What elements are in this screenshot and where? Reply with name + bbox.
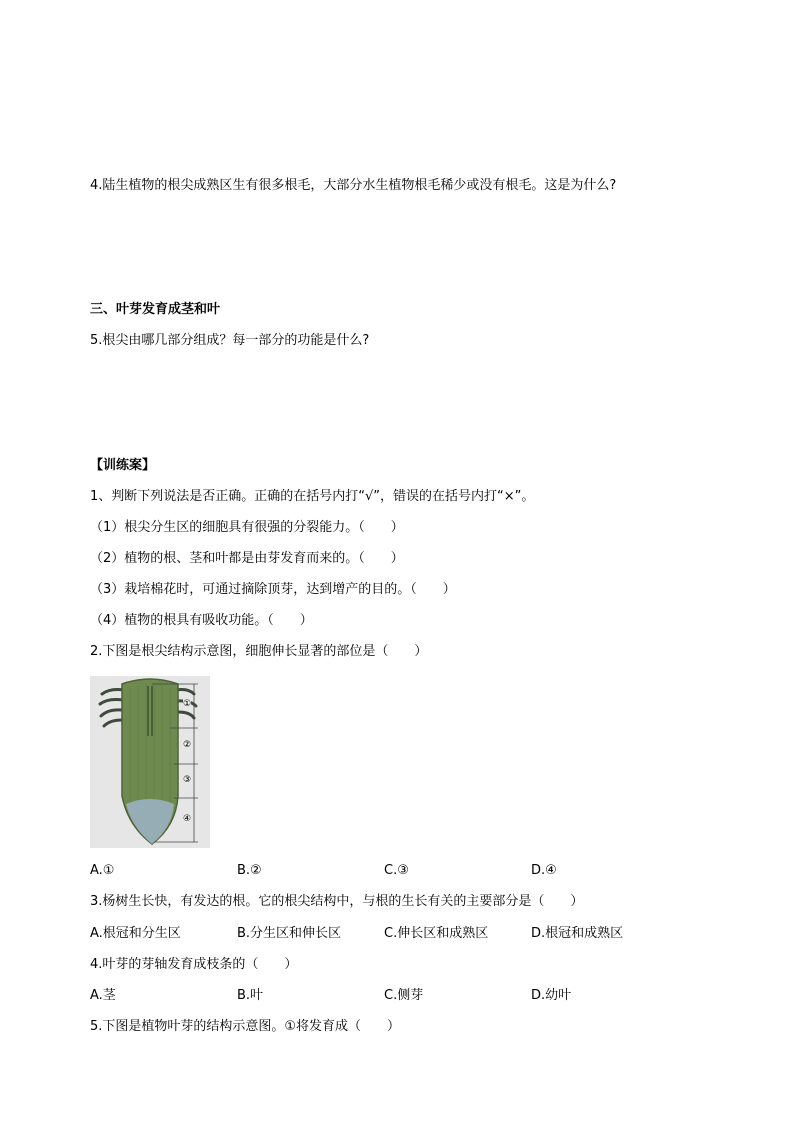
figure-label-1: ① [183, 699, 192, 709]
judge-item-4: （4）植物的根具有吸收功能。（ ） [90, 613, 313, 628]
question-3-stem: 3.杨树生长快，有发达的根。它的根尖结构中，与根的生长有关的主要部分是（ ） [90, 894, 584, 909]
q3-option-c: C.伸长区和成熟区 [384, 926, 489, 941]
q2-option-d: D.④ [531, 863, 557, 878]
q3-option-d: D.根冠和成熟区 [531, 926, 624, 941]
q3-option-b: B.分生区和伸长区 [237, 926, 342, 941]
judge-prompt: 1、判断下列说法是否正确。正确的在括号内打“√”，错误的在括号内打“×”。 [90, 489, 535, 504]
q4-option-a: A.茎 [90, 988, 116, 1003]
question-5-stem: 5.下图是植物叶芽的结构示意图。①将发育成（ ） [90, 1019, 401, 1034]
q4-option-d: D.幼叶 [531, 988, 572, 1003]
judge-item-1: （1）根尖分生区的细胞具有很强的分裂能力。（ ） [90, 520, 404, 535]
root-tip-figure [90, 676, 210, 848]
figure-label-2: ② [183, 740, 192, 750]
question-4-reflection: 4.陆生植物的根尖成熟区生有很多根毛，大部分水生植物根毛稀少或没有根毛。这是为什么? [90, 178, 617, 193]
q4-option-c: C.侧芽 [384, 988, 424, 1003]
question-5-reflection: 5.根尖由哪几部分组成？每一部分的功能是什么? [90, 333, 370, 348]
q4-option-b: B.叶 [237, 988, 264, 1003]
judge-item-3: （3）栽培棉花时，可通过摘除顶芽，达到增产的目的。（ ） [90, 582, 456, 597]
figure-label-3: ③ [183, 775, 192, 785]
q3-option-a: A.根冠和分生区 [90, 926, 181, 941]
judge-item-2: （2）植物的根、茎和叶都是由芽发育而来的。（ ） [90, 551, 404, 566]
figure-label-4: ④ [183, 814, 192, 824]
training-title: 【训练案】 [90, 458, 156, 473]
question-4-stem: 4.叶芽的芽轴发育成枝条的（ ） [90, 957, 298, 972]
question-2-stem: 2.下图是根尖结构示意图，细胞伸长显著的部位是（ ） [90, 644, 428, 659]
section-3-title: 三、叶芽发育成茎和叶 [90, 302, 221, 317]
q2-option-c: C.③ [384, 863, 409, 878]
q2-option-a: A.① [90, 863, 115, 878]
q2-option-b: B.② [237, 863, 262, 878]
